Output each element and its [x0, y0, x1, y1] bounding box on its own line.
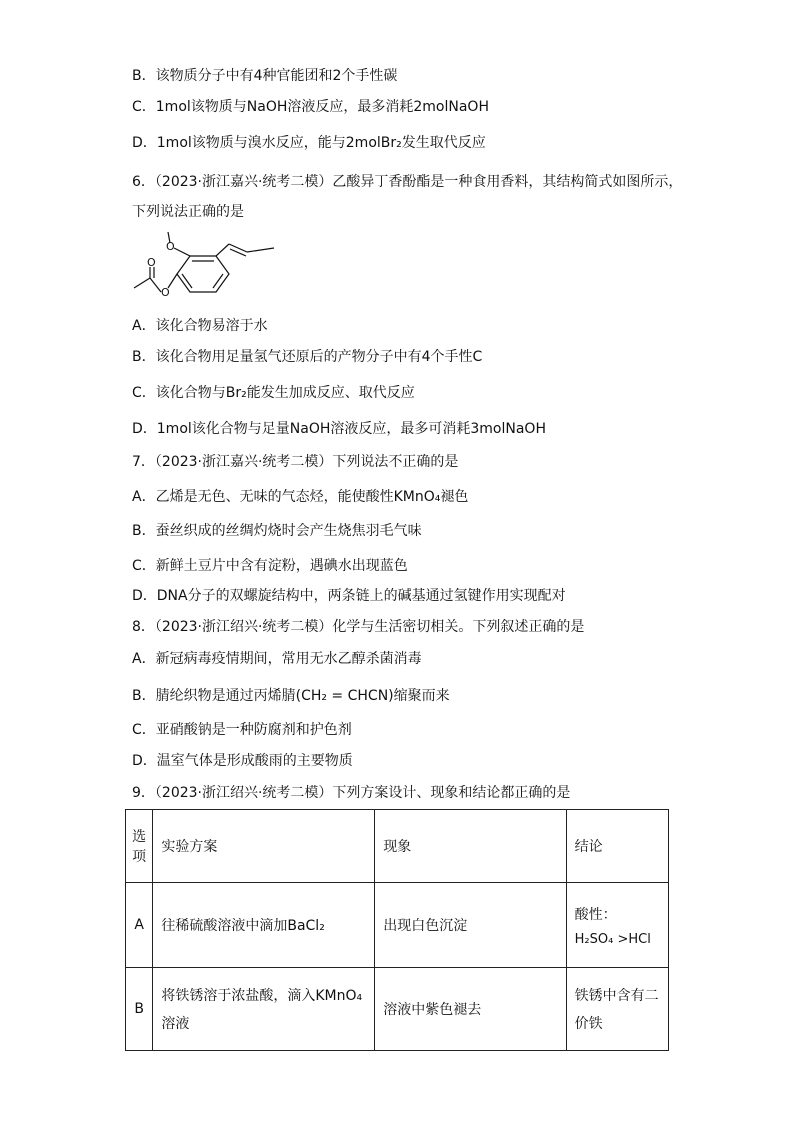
q7-stem: 7．（2023·浙江嘉兴·统考二模）下列说法不正确的是	[132, 454, 459, 470]
svg-text:O: O	[147, 256, 156, 269]
q7-option-c: C．新鲜土豆片中含有淀粉，遇碘水出现蓝色	[132, 558, 408, 574]
row-plan: 往稀硫酸溶液中滴加BaCl₂	[153, 883, 375, 968]
conclusion-line1: 酸性：	[574, 906, 617, 923]
header-conclusion: 结论	[566, 810, 668, 883]
row-plan	[153, 968, 375, 1051]
table-row	[126, 883, 669, 968]
q8-option-c: C．亚硝酸钠是一种防腐剂和护色剂	[132, 722, 352, 738]
q7-option-a: A．乙烯是无色、无味的气态烃，能使酸性KMnO₄褪色	[132, 489, 469, 505]
conclusion-line1: 铁锈中含有二	[574, 988, 659, 1004]
q5-option-d: D．1mol该物质与溴水反应，能与2molBr₂发生取代反应	[132, 135, 486, 151]
table-header-row	[126, 810, 669, 883]
row-conclusion	[566, 883, 668, 968]
q7-option-b: B．蚕丝织成的丝绸灼烧时会产生烧焦羽毛气味	[132, 523, 422, 539]
q6-option-d: D．1mol该化合物与足量NaOH溶液反应，最多可消耗3molNaOH	[132, 421, 546, 437]
row-conclusion	[566, 968, 668, 1051]
q7-option-d: D．DNA分子的双螺旋结构中，两条链上的碱基通过氢键作用实现配对	[132, 588, 566, 604]
row-phenomenon: 出现白色沉淀	[375, 883, 566, 968]
header-phenomenon: 现象	[375, 810, 566, 883]
q6-option-c: C．该化合物与Br₂能发生加成反应、取代反应	[132, 385, 415, 401]
q6-option-b: B．该化合物用足量氢气还原后的产物分子中有4个手性C	[132, 349, 483, 365]
q9-experiment-table	[125, 809, 669, 1051]
svg-text:O: O	[161, 286, 170, 299]
header-option: 选项	[126, 810, 153, 883]
q6-stem-line1: 6．（2023·浙江嘉兴·统考二模）乙酸异丁香酚酯是一种食用香料，其结构简式如图所示，	[132, 174, 683, 190]
q8-option-a: A．新冠病毒疫情期间，常用无水乙醇杀菌消毒	[132, 651, 422, 667]
q6-structure-image	[128, 230, 298, 315]
row-option: B	[126, 968, 153, 1051]
svg-text:O: O	[166, 240, 175, 253]
plan-line1: 将铁锈溶于浓盐酸，滴入KMnO₄	[161, 988, 363, 1004]
q9-stem: 9．（2023·浙江绍兴·统考二模）下列方案设计、现象和结论都正确的是	[132, 785, 571, 801]
q5-option-b: B．该物质分子中有4种官能团和2个手性碳	[132, 68, 398, 84]
conclusion-line2: 价铁	[574, 1016, 603, 1032]
q8-option-d: D．温室气体是形成酸雨的主要物质	[132, 753, 353, 769]
table-row	[126, 968, 669, 1051]
header-plan: 实验方案	[153, 810, 375, 883]
row-phenomenon: 溶液中紫色褪去	[375, 968, 566, 1051]
q6-stem-line2: 下列说法正确的是	[132, 204, 244, 220]
conclusion-line2: H₂SO₄ >HCl	[574, 931, 651, 947]
q8-stem: 8．（2023·浙江绍兴·统考二模）化学与生活密切相关。下列叙述正确的是	[132, 619, 585, 635]
q8-option-b: B．腈纶织物是通过丙烯腈(CH₂ = CHCN)缩聚而来	[132, 688, 450, 704]
q5-option-c: C．1mol该物质与NaOH溶液反应，最多消耗2molNaOH	[132, 99, 489, 115]
q6-option-a: A．该化合物易溶于水	[132, 318, 268, 334]
row-option: A	[126, 883, 153, 968]
plan-line2: 溶液	[161, 1016, 190, 1032]
